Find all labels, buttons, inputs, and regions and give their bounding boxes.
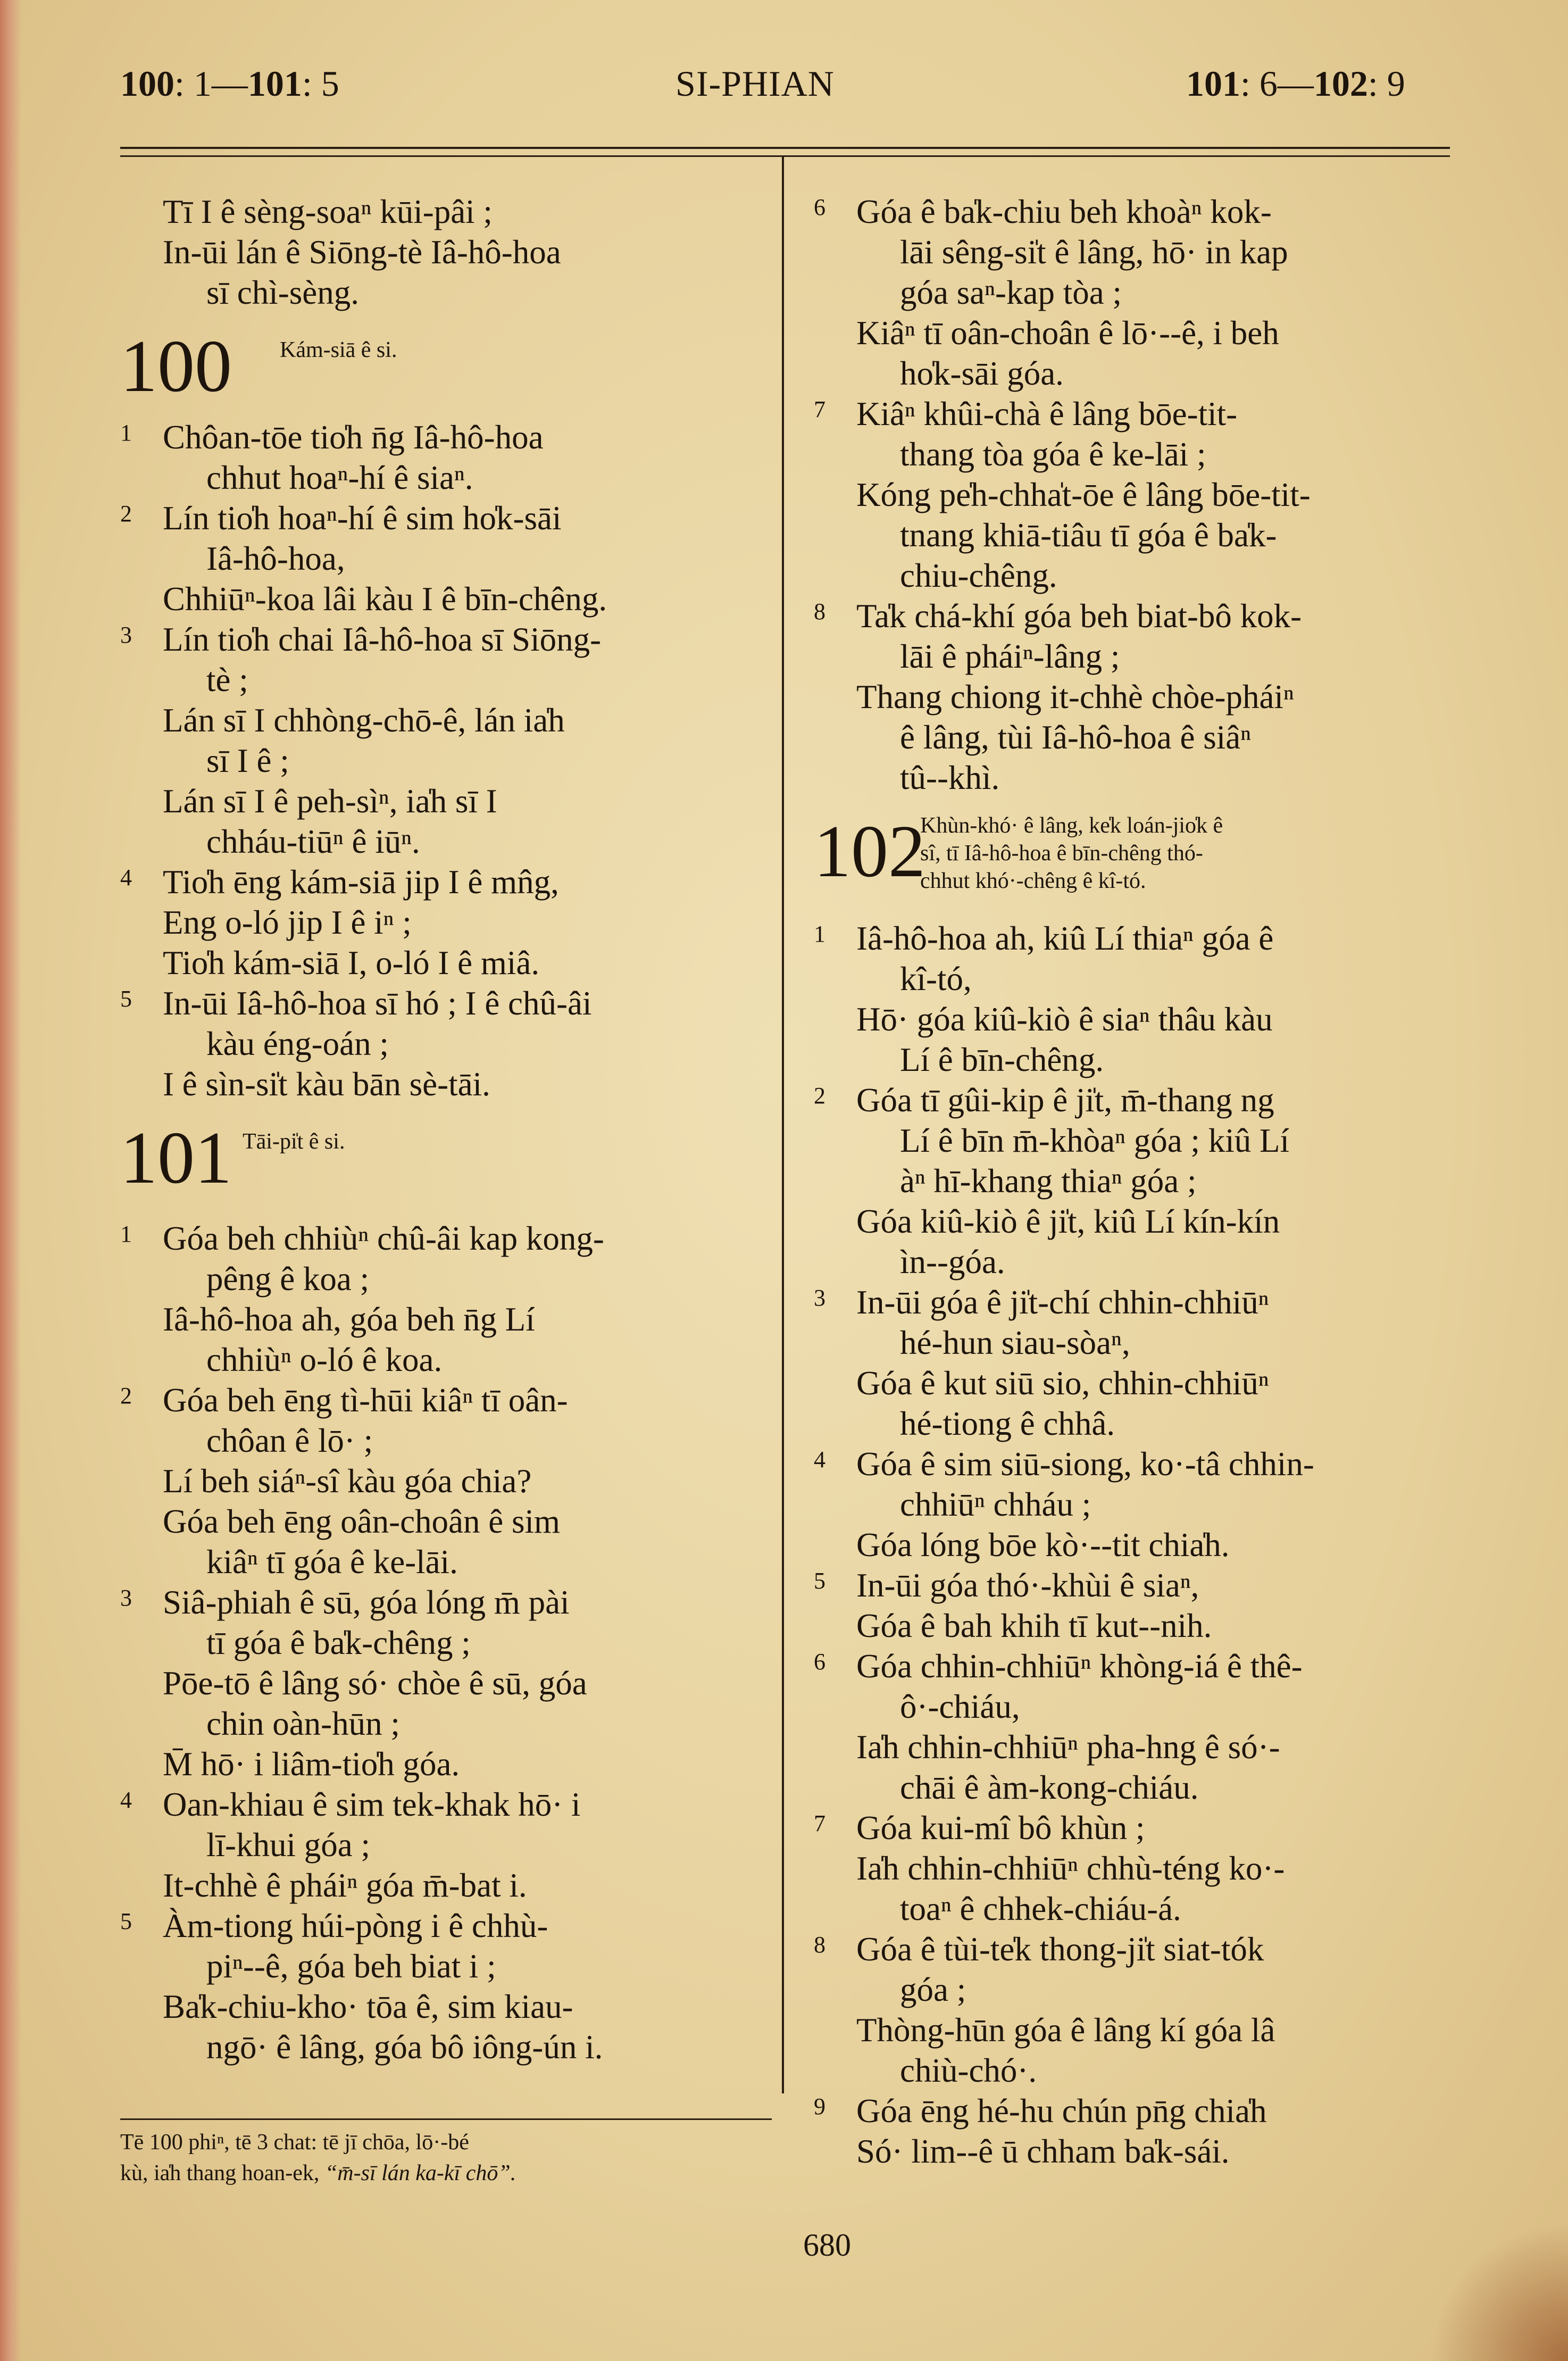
verse-number: 9 xyxy=(814,2093,825,2119)
verse-line: Iâ-hô-hoa, xyxy=(206,540,345,577)
verse-line: Góa beh ēng oân-choân ê sim xyxy=(163,1503,560,1540)
verse-number: 1 xyxy=(120,420,132,446)
verse-line: piⁿ--ê, góa beh biat i ; xyxy=(206,1948,496,1985)
verse-line: tè ; xyxy=(206,661,248,699)
verse-line: Lán sī I chhòng-chō-ê, lán ia̍h xyxy=(163,702,565,739)
verse-line: 5 Àm-tiong húi-pòng i ê chhù- xyxy=(120,1906,764,1946)
verse-number: 3 xyxy=(120,622,132,648)
verse-line: 1 Iâ-hô-hoa ah, kiû Lí thiaⁿ góa ê xyxy=(814,918,1465,959)
header-left-verse: : 1— xyxy=(174,63,248,104)
verse-line: Só· lim--ê ū chham ba̍k-sái. xyxy=(856,2133,1230,2170)
intro-line: sī chì-sèng. xyxy=(206,274,359,311)
verse-line: Ia̍h chhin-chhiūⁿ chhù-téng ko·- xyxy=(856,1850,1285,1887)
verse-line: 6 Góa chhin-chhiūⁿ khòng-iá ê thê- xyxy=(814,1646,1465,1686)
verse-line: sī I ê ; xyxy=(206,742,289,779)
verse-line: 2 Góa beh ēng tì-hūi kiâⁿ tī oân- xyxy=(120,1380,764,1420)
intro-line: In-ūi lán ê Siōng-tè Iâ-hô-hoa xyxy=(163,234,561,271)
verse-number: 2 xyxy=(120,1383,132,1409)
verse-line: chhiūⁿ chháu ; xyxy=(900,1486,1091,1523)
verse-line: tī góa ê ba̍k-chêng ; xyxy=(206,1624,471,1661)
header-left-chapter-end: 101 xyxy=(247,63,302,104)
verse-line: 7 Góa kui-mî bô khùn ; xyxy=(814,1808,1465,1848)
psalm-superscription: Tāi-pi̍t ê si. xyxy=(243,1129,345,1154)
verse-number: 4 xyxy=(814,1446,825,1473)
verse-line: M̄ hō· i liâm-tio̍h góa. xyxy=(163,1745,460,1783)
verse-line: 5 In-ūi Iâ-hô-hoa sī hó ; I ê chû-âi xyxy=(120,983,764,1024)
verse-line: tû--khì. xyxy=(900,759,1000,796)
running-header-left xyxy=(120,60,339,107)
verse-line: 2 Lín tio̍h hoaⁿ-hí ê sim ho̍k-sāi xyxy=(120,498,764,538)
page-corner-stain xyxy=(1430,2223,1568,2361)
verse-line: Góa ê kut siū sio, chhin-chhiūⁿ xyxy=(856,1365,1269,1402)
verse-number: 5 xyxy=(120,986,132,1012)
psalm-101-heading xyxy=(120,1118,764,1208)
verse-line: thang tòa góa ê ke-lāi ; xyxy=(900,436,1206,473)
verse-line: 4 Oan-khiau ê sim tek-khak hō· i xyxy=(120,1784,764,1825)
book-title: SI-PHIAN xyxy=(675,63,835,104)
verse-number: 3 xyxy=(120,1585,132,1611)
verse-line: Lí beh siáⁿ-sî kàu góa chia? xyxy=(163,1462,532,1500)
verse-line: 3 In-ūi góa ê ji̍t-chí chhin-chhiūⁿ xyxy=(814,1282,1465,1323)
verse-line: Ia̍h chhin-chhiūⁿ pha-hng ê só·- xyxy=(856,1728,1280,1766)
verse-line: lī-khui góa ; xyxy=(206,1826,370,1864)
verse-number: 2 xyxy=(814,1083,825,1109)
running-header-right xyxy=(1186,60,1405,107)
verse-line: 8 Góa ê tùi-te̍k thong-ji̍t siat-tók xyxy=(814,1929,1465,1969)
verse-line: chāi ê àm-kong-chiáu. xyxy=(900,1769,1199,1806)
header-right-verse-end: : 9 xyxy=(1367,63,1405,104)
verse-line: chhut hoaⁿ-hí ê siaⁿ. xyxy=(206,459,473,496)
verse-line: Eng o-ló jip I ê iⁿ ; xyxy=(163,904,412,941)
verse-number: 1 xyxy=(120,1221,132,1247)
column-divider xyxy=(782,157,784,2093)
verse-line: 9 Góa ēng hé-hu chún pn̄g chia̍h xyxy=(814,2091,1465,2131)
verse-line: ê lâng, tùi Iâ-hô-hoa ê siâⁿ xyxy=(900,719,1252,756)
verse-line: 4 Góa ê sim siū-siong, ko·-tâ chhin- xyxy=(814,1444,1465,1484)
verse-line: chháu-tiūⁿ ê iūⁿ. xyxy=(206,823,420,860)
verse-line: ìn--góa. xyxy=(900,1243,1005,1281)
verse-line: Pōe-tō ê lâng só· chòe ê sū, góa xyxy=(163,1665,587,1702)
verse-line: 1 Góa beh chhiùⁿ chû-âi kap kong- xyxy=(120,1218,764,1259)
verse-line: Lán sī I ê peh-sìⁿ, ia̍h sī I xyxy=(163,783,497,820)
verse-line: pêng ê koa ; xyxy=(206,1260,370,1298)
verse-line: I ê sìn-si̍t kàu bān sè-tāi. xyxy=(163,1066,490,1103)
verse-line: Hō· góa kiû-kiò ê siaⁿ thâu kàu xyxy=(856,1001,1273,1038)
verse-number: 4 xyxy=(120,864,132,891)
verse-line: Góa ê bah khih tī kut--nih. xyxy=(856,1607,1212,1644)
verse-line: chin oàn-hūn ; xyxy=(206,1705,400,1742)
verse-number: 8 xyxy=(814,1932,825,1958)
footnote-line: kù, ia̍h thang hoan-ek, “m̄-sī lán ka-kī chō”. xyxy=(120,2161,516,2185)
verse-number: 4 xyxy=(120,1787,132,1813)
verse-line: góa saⁿ-kap tòa ; xyxy=(900,274,1122,311)
verse-line: àⁿ hī-khang thiaⁿ góa ; xyxy=(900,1162,1197,1200)
verse-line: tnang khiā-tiâu tī góa ê ba̍k- xyxy=(900,517,1277,554)
verse-line: 2 Góa tī gûi-kip ê ji̍t, m̄-thang ng xyxy=(814,1080,1465,1120)
verse-line: chiù-chó·. xyxy=(900,2052,1037,2089)
verse-line: Ba̍k-chiu-kho· tōa ê, sim kiau- xyxy=(163,1988,573,2025)
verse-line: toaⁿ ê chhek-chiáu-á. xyxy=(900,1890,1181,1927)
verse-line: 1 Chôan-tōe tio̍h n̄g Iâ-hô-hoa xyxy=(120,417,764,458)
verse-line: ho̍k-sāi góa. xyxy=(900,355,1064,392)
footnote-line: Tē 100 phiⁿ, tē 3 chat: tē jī chōa, lō·-bé xyxy=(120,2130,469,2155)
verse-line: hé-hun siau-sòaⁿ, xyxy=(900,1324,1130,1361)
header-right-chapter: 101 xyxy=(1186,63,1240,104)
verse-line: It-chhè ê pháiⁿ góa m̄-bat i. xyxy=(163,1867,527,1904)
verse-line: Lí ê bīn m̄-khòaⁿ góa ; kiû Lí xyxy=(900,1122,1289,1159)
footnote-rule xyxy=(120,2118,772,2120)
header-rule-double xyxy=(120,155,1450,157)
verse-line: chôan ê lō· ; xyxy=(206,1422,373,1459)
verse-number: 3 xyxy=(814,1285,825,1311)
verse-line: kî-tó, xyxy=(900,960,972,997)
header-left-verse-end: : 5 xyxy=(302,63,339,104)
page-number: 680 xyxy=(803,2227,851,2263)
verse-number: 7 xyxy=(814,396,825,422)
header-right-chapter-end: 102 xyxy=(1313,63,1368,104)
right-column xyxy=(814,192,1465,2172)
verse-line: Tio̍h kám-siā I, o-ló I ê miâ. xyxy=(163,944,540,982)
psalm-superscription: Kám-siā ê si. xyxy=(280,338,397,362)
verse-line: Thang chiong it-chhè chòe-pháiⁿ xyxy=(856,678,1294,716)
header-right-verse: : 6— xyxy=(1240,63,1314,104)
verse-line: lāi ê pháiⁿ-lâng ; xyxy=(900,638,1120,675)
verse-line: Kiâⁿ tī oân-choân ê lō·--ê, i beh xyxy=(856,314,1279,352)
verse-number: 5 xyxy=(120,1908,132,1934)
psalm-102-heading xyxy=(814,812,1465,908)
verse-line: kàu éng-oán ; xyxy=(206,1025,389,1062)
verse-number: 5 xyxy=(814,1568,825,1594)
verse-line: Thòng-hūn góa ê lâng kí góa lâ xyxy=(856,2011,1275,2049)
verse-line: 7 Kiâⁿ khûi-chà ê lâng bōe-tit- xyxy=(814,394,1465,434)
verse-number: 8 xyxy=(814,598,825,625)
intro-line: Tī I ê sèng-soaⁿ kūi-pâi ; xyxy=(163,193,493,230)
verse-line: 3 Lín tio̍h chai Iâ-hô-hoa sī Siōng- xyxy=(120,619,764,660)
verse-line: Góa lóng bōe kò·--tit chia̍h. xyxy=(856,1526,1230,1564)
verse-line: Kóng pe̍h-chha̍t-ōe ê lâng bōe-tit- xyxy=(856,476,1311,513)
verse-line: Chhiūⁿ-koa lâi kàu I ê bīn-chêng. xyxy=(163,580,607,618)
verse-line: chhiùⁿ o-ló ê koa. xyxy=(206,1341,443,1378)
verse-number: 2 xyxy=(120,501,132,527)
verse-number: 6 xyxy=(814,1649,825,1675)
psalm-100-heading xyxy=(120,327,764,406)
verse-line: lāi sêng-si̍t ê lâng, hō· in kap xyxy=(900,234,1288,271)
verse-line: 4 Tio̍h ēng kám-siā jip I ê mn̂g, xyxy=(120,862,764,902)
verse-line: Lí ê bīn-chêng. xyxy=(900,1041,1104,1078)
verse-line: Góa kiû-kiò ê ji̍t, kiû Lí kín-kín xyxy=(856,1203,1280,1240)
page-edge-stain xyxy=(0,0,21,2361)
psalm-number: 100 xyxy=(120,325,232,408)
verse-line: 6 Góa ê ba̍k-chiu beh khoàⁿ kok- xyxy=(814,192,1465,232)
verse-line: góa ; xyxy=(900,1971,966,2008)
psalm-number: 102 xyxy=(814,810,925,893)
verse-number: 6 xyxy=(814,194,825,220)
verse-number: 7 xyxy=(814,1810,825,1836)
psalm-superscription: Khùn-khó· ê lâng, ke̍k loán-jio̍k ê sî, tī Iâ-hô-hoa ê bīn-chêng thó- chhut khó·-chêng ê kî-tó. xyxy=(920,813,1223,893)
left-column xyxy=(120,192,764,2067)
verse-line: ô·-chiáu, xyxy=(900,1688,1020,1725)
verse-line: kiâⁿ tī góa ê ke-lāi. xyxy=(206,1543,458,1581)
psalm-number: 101 xyxy=(120,1117,232,1199)
verse-line: 8 Ta̍k chá-khí góa beh biat-bô kok- xyxy=(814,596,1465,636)
verse-line: ngō· ê lâng, góa bô iông-ún i. xyxy=(206,2029,603,2066)
verse-line: hé-tiong ê chhâ. xyxy=(900,1405,1115,1442)
verse-line: 3 Siâ-phiah ê sū, góa lóng m̄ pài xyxy=(120,1582,764,1623)
verse-number: 1 xyxy=(814,921,825,947)
verse-line: Iâ-hô-hoa ah, góa beh n̄g Lí xyxy=(163,1301,535,1338)
verse-line: chiu-chêng. xyxy=(900,557,1057,594)
header-left-chapter: 100 xyxy=(120,63,174,104)
header-rule xyxy=(120,147,1450,149)
footnote xyxy=(120,2127,772,2189)
verse-line: 5 In-ūi góa thó·-khùi ê siaⁿ, xyxy=(814,1565,1465,1606)
